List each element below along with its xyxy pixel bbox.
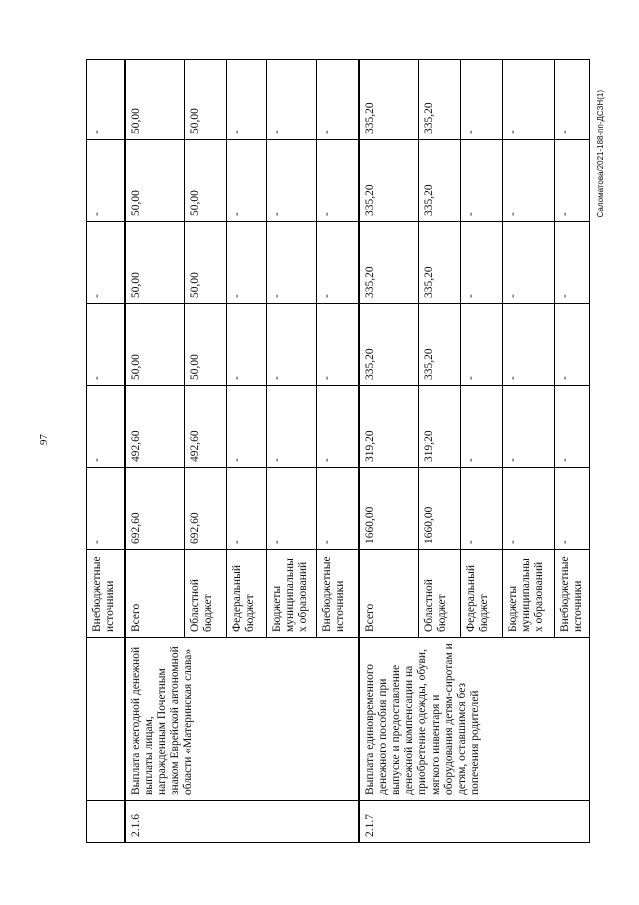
cell-v4: - (317, 222, 359, 304)
cell-source: Внебюджетные источники (87, 550, 125, 638)
cell-v6: - (267, 60, 317, 140)
cell-v5: - (227, 140, 267, 222)
cell-v3: 50,00 (125, 304, 185, 386)
cell-v1: - (461, 468, 503, 550)
cell-v2: - (555, 386, 590, 468)
cell-v1: 1660,00 (359, 468, 419, 550)
cell-v5: - (87, 140, 125, 222)
cell-v4: 335,20 (359, 222, 419, 304)
cell-v5: - (317, 140, 359, 222)
cell-v3: 335,20 (359, 304, 419, 386)
cell-v4: - (555, 222, 590, 304)
cell-v2: 319,20 (359, 386, 419, 468)
cell-v3: - (461, 304, 503, 386)
cell-source: Всего (359, 550, 419, 638)
table-row (87, 60, 125, 843)
cell-num: 2.1.6 (125, 801, 359, 843)
cell-v4: 50,00 (125, 222, 185, 304)
cell-v6: - (555, 60, 590, 140)
cell-v6: - (461, 60, 503, 140)
cell-v6: 335,20 (359, 60, 419, 140)
cell-v6: - (503, 60, 555, 140)
table-row (125, 60, 185, 843)
cell-v2: 492,60 (125, 386, 185, 468)
cell-v6: - (227, 60, 267, 140)
cell-num: 2.1.7 (359, 801, 590, 843)
cell-v1: 1660,00 (419, 468, 461, 550)
cell-v5: - (267, 140, 317, 222)
cell-name: Выплата ежегодной денежной выплаты лицам, награжденным Почетным знаком Еврейской автономной области «Материнская слава» (125, 638, 359, 801)
cell-v5: 50,00 (185, 140, 227, 222)
cell-v4: 335,20 (419, 222, 461, 304)
budget-table (86, 59, 590, 843)
cell-v2: 319,20 (419, 386, 461, 468)
cell-v4: - (461, 222, 503, 304)
budget-table-body (87, 60, 590, 843)
cell-v2: - (461, 386, 503, 468)
cell-v6: 335,20 (419, 60, 461, 140)
cell-v3: 50,00 (185, 304, 227, 386)
cell-name: Выплата единовременного денежного пособия при выпуске и предоставление денежной компенсации на приобретение одежды, обуви, мягкого инвентаря и оборудования детям-сиротам и детям, оставшимся без попечения родителей (359, 638, 590, 801)
cell-source: Бюджеты муниципальных образований (503, 550, 555, 638)
cell-v4: 50,00 (185, 222, 227, 304)
cell-v1: - (227, 468, 267, 550)
cell-v4: - (503, 222, 555, 304)
cell-v2: 492,60 (185, 386, 227, 468)
cell-v1: - (267, 468, 317, 550)
cell-v1: - (317, 468, 359, 550)
cell-source: Бюджеты муниципальных образований (267, 550, 317, 638)
cell-source: Областной бюджет (419, 550, 461, 638)
cell-source: Федеральный бюджет (227, 550, 267, 638)
cell-v3: - (503, 304, 555, 386)
cell-v4: - (227, 222, 267, 304)
rotated-table-wrapper (86, 60, 585, 843)
cell-num (87, 801, 125, 843)
cell-source: Внебюджетные источники (555, 550, 590, 638)
cell-v6: - (317, 60, 359, 140)
cell-v4: - (267, 222, 317, 304)
cell-v1: - (503, 468, 555, 550)
cell-v5: - (555, 140, 590, 222)
cell-v6: - (87, 60, 125, 140)
cell-v5: - (503, 140, 555, 222)
cell-v3: 335,20 (419, 304, 461, 386)
cell-v3: - (317, 304, 359, 386)
cell-v1: 692,60 (125, 468, 185, 550)
cell-v5: - (461, 140, 503, 222)
cell-v2: - (87, 386, 125, 468)
cell-v6: 50,00 (185, 60, 227, 140)
cell-name (87, 638, 125, 801)
cell-source: Всего (125, 550, 185, 638)
page-number: 97 (38, 434, 50, 445)
cell-v3: - (555, 304, 590, 386)
cell-v2: - (503, 386, 555, 468)
cell-v6: 50,00 (125, 60, 185, 140)
cell-source: Внебюджетные источники (317, 550, 359, 638)
cell-v3: - (267, 304, 317, 386)
cell-v5: 335,20 (419, 140, 461, 222)
cell-v4: - (87, 222, 125, 304)
cell-source: Областной бюджет (185, 550, 227, 638)
cell-v2: - (227, 386, 267, 468)
cell-source: Федеральный бюджет (461, 550, 503, 638)
cell-v2: - (267, 386, 317, 468)
cell-v1: 692,60 (185, 468, 227, 550)
cell-v1: - (87, 468, 125, 550)
cell-v2: - (317, 386, 359, 468)
cell-v3: - (227, 304, 267, 386)
cell-v3: - (87, 304, 125, 386)
cell-v5: 335,20 (359, 140, 419, 222)
cell-v1: - (555, 468, 590, 550)
cell-v5: 50,00 (125, 140, 185, 222)
document-footer-code: Саломатова/2021-188-пп-ДСЗН(1) (596, 90, 605, 218)
table-row (359, 60, 419, 843)
